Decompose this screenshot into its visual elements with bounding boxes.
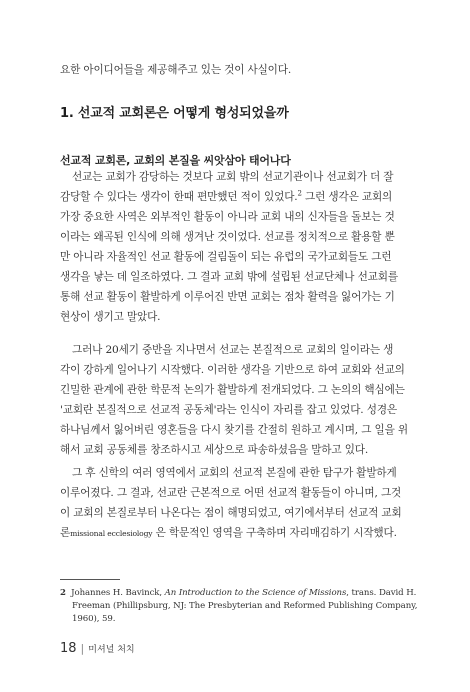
para1-line: 만 아니라 자율적인 선교 활동에 걸림돌이 되는 유럽의 국가교회들도 그런: [60, 251, 392, 263]
para3-line: 이루어졌다. 그 결과, 선교란 근본적으로 어떤 선교적 활동들이 아니며, 그것: [60, 487, 402, 499]
para1-line: 통해 선교 활동이 활발하게 이루어진 반면 교회는 점차 활력을 잃어가는 기: [60, 291, 395, 303]
page-footer: [60, 637, 135, 656]
footnote-marker: 2: [297, 189, 302, 198]
para2-line: 각이 강하게 일어나기 시작했다. 이러한 생각을 기반으로 하여 교회와 선교의: [60, 364, 405, 376]
footer-separator: |: [80, 642, 85, 655]
section-heading: 1. 선교적 교회론은 어떻게 형성되었을까: [60, 106, 289, 121]
para1-line: 생각을 낳는 데 일조하였다. 그 결과 교회 밖에 설립된 선교단체나 선교회를: [60, 271, 398, 283]
para2-line: 해서 교회 공동체를 창조하시고 세상으로 파송하셨음을 말하고 있다.: [60, 444, 369, 456]
intro-line: 요한 아이디어들을 제공해주고 있는 것이 사실이다.: [60, 64, 292, 76]
running-title: 미셔널 처치: [88, 645, 135, 655]
para1-line: 이라는 왜곡된 인식에 의해 생겨난 것이었다. 선교를 정치적으로 활용할 뿐: [60, 231, 395, 243]
footnote-number: 2: [60, 588, 66, 598]
para2-line: 그러나 20세기 중반을 지나면서 선교는 본질적으로 교회의 일이라는 생: [72, 344, 394, 356]
para2-line: 하나님께서 잃어버린 영혼들을 다시 찾기를 간절히 원하고 계시며, 그 일을 위: [60, 424, 408, 436]
para3-line: 그 후 신학의 여러 영역에서 교회의 선교적 본질에 관한 탐구가 활발하게: [72, 467, 397, 479]
para2-line: '교회란 본질적으로 선교적 공동체'라는 인식이 자리를 잡고 있었다. 성경은: [60, 404, 397, 416]
para1-line: 가장 중요한 사역은 외부적인 활동이 아니라 교회 내의 신자들을 돌보는 것: [60, 211, 395, 223]
book-title-italic: An Introduction to the Science of Missions: [164, 588, 347, 598]
page-number: 18: [60, 641, 77, 656]
para2-line: 긴밀한 관계에 관한 학문적 논의가 활발하게 전개되었다. 그 논의의 핵심에는: [60, 384, 405, 396]
footnote-rule: [60, 579, 120, 580]
footnote-line: Freeman (Phillipsburg, NJ: The Presbyterian and Reformed Publishing Company,: [72, 601, 418, 611]
para1-line: 선교는 교회가 감당하는 것보다 교회 밖의 선교기관이나 선교회가 더 잘: [72, 171, 394, 183]
para1-line: 감당할 수 있다는 생각이 한때 편만했던 적이 있었다.$^2$ 그런 생각은 교회의: [60, 189, 393, 203]
para3-line: 론missional ecclesiology 은 학문적인 영역을 구축하며 자리매김하기 시작했다.: [60, 527, 397, 539]
subsection-heading: 선교적 교회론, 교회의 본질을 씨앗삼아 태어나다: [60, 154, 291, 167]
footnote-line: 1960), 59.: [72, 614, 116, 624]
english-term: missional ecclesiology: [70, 529, 153, 538]
footnote-line: 2 Johannes H. Bavinck, An Introduction to the Science of Missions, trans. David H.: [60, 588, 417, 598]
para1-line: 현상이 생기고 말았다.: [60, 311, 161, 323]
para3-line: 이 교회의 본질로부터 나온다는 점이 해명되었고, 여기에서부터 선교적 교회: [60, 507, 402, 519]
